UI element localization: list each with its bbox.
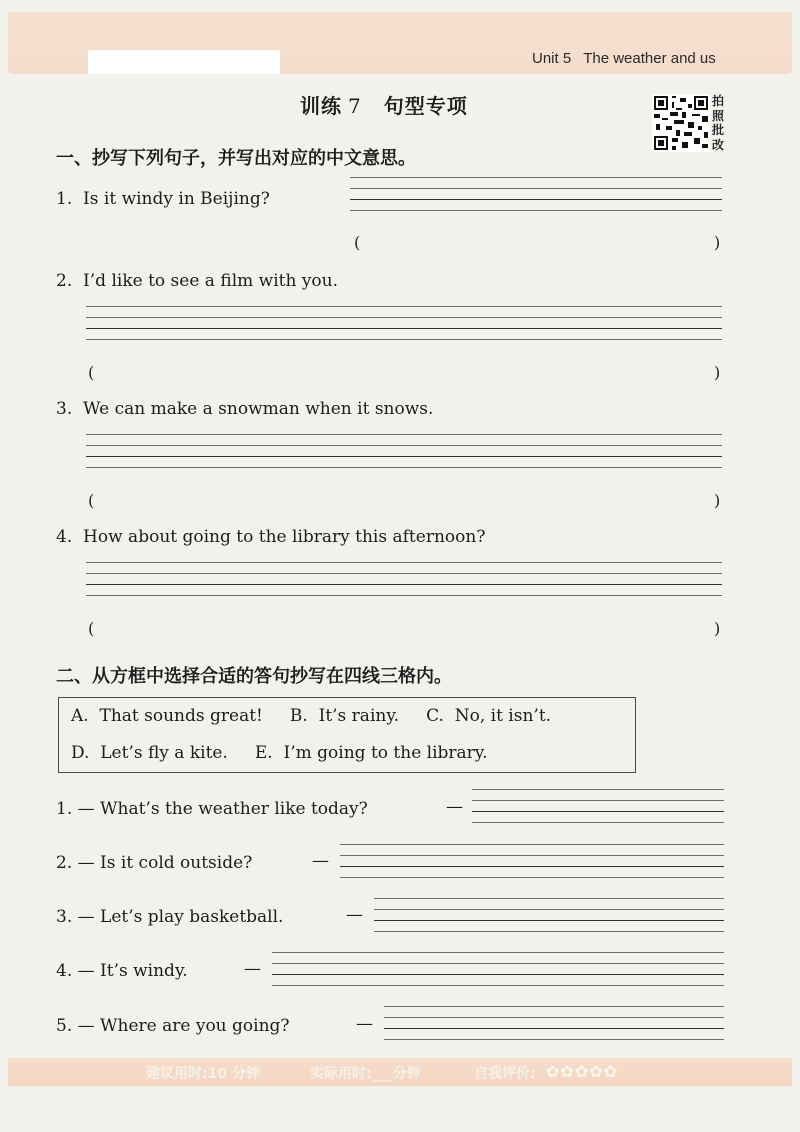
answer-dash: — [356, 1014, 373, 1034]
self-eval-label: 自我评价: [474, 1066, 536, 1082]
qr-caption-char: 照 [712, 108, 725, 123]
qr-caption-char: 拍 [712, 94, 725, 108]
item-text: — Where are you going? [77, 1016, 290, 1036]
section2-item-2 [56, 853, 252, 873]
page-title [300, 90, 468, 119]
choices-line-1: A. That sounds great! B. It’s rainy. C. No, it isn’t. [71, 706, 552, 726]
actual-time[interactable]: 实际用时:___分钟 [310, 1066, 421, 1082]
paren-close: ) [714, 491, 721, 510]
paren-open: ( [88, 491, 95, 510]
item-text: Is it windy in Beijing? [83, 189, 270, 209]
writing-lines[interactable] [384, 1006, 724, 1040]
item-text: — Is it cold outside? [77, 853, 253, 873]
section1-item-2 [56, 271, 338, 291]
section2-item-4 [56, 961, 188, 981]
title-name: 句型专项 [383, 94, 468, 118]
qr-code-icon[interactable] [652, 94, 710, 152]
item-text: I’d like to see a film with you. [83, 271, 339, 291]
paren-open: ( [88, 363, 95, 382]
paren-close: ) [714, 619, 721, 638]
title-prefix: 训练 [300, 94, 342, 118]
paren-close: ) [714, 233, 721, 252]
writing-lines[interactable] [86, 562, 722, 596]
title-number: 7 [348, 94, 362, 118]
section1-heading: 一、抄写下列句子，并写出对应的中文意思。 [56, 148, 416, 169]
item-label: 5. [56, 1016, 73, 1036]
item-label: 1. [56, 189, 73, 209]
writing-lines[interactable] [374, 898, 724, 932]
item-text: — Let’s play basketball. [77, 907, 284, 927]
answer-dash: — [346, 905, 363, 925]
answer-dash: — [244, 959, 261, 979]
writing-lines[interactable] [86, 306, 722, 340]
item-label: 4. [56, 961, 73, 981]
writing-lines[interactable] [272, 952, 724, 986]
section2-heading: 二、从方框中选择合适的答句抄写在四线三格内。 [56, 666, 452, 687]
unit-label [532, 50, 716, 67]
choices-line-2: D. Let’s fly a kite. E. I’m going to the library. [71, 743, 488, 763]
suggested-time: 建议用时:10 分钟 [146, 1066, 260, 1082]
item-label: 2. [56, 853, 73, 873]
item-text: We can make a snowman when it snows. [83, 399, 434, 419]
section2-item-5 [56, 1016, 290, 1036]
writing-lines[interactable] [340, 844, 724, 878]
answer-choices-box [58, 697, 636, 773]
paren-open: ( [354, 233, 361, 252]
item-text: — What’s the weather like today? [77, 799, 368, 819]
item-label: 4. [56, 527, 73, 547]
writing-lines[interactable] [86, 434, 722, 468]
qr-caption-char: 改 [712, 137, 725, 152]
qr-caption [712, 94, 728, 152]
qr-caption-char: 批 [712, 123, 725, 137]
item-text: — It’s windy. [77, 961, 188, 981]
writing-lines[interactable] [350, 177, 722, 211]
answer-dash: — [446, 797, 463, 817]
paren-open: ( [88, 619, 95, 638]
unit-title: The weather and us [583, 50, 716, 67]
section1-item-3 [56, 399, 433, 419]
self-eval-stars[interactable]: ✿✿✿✿✿ [546, 1062, 619, 1081]
writing-lines[interactable] [472, 789, 724, 823]
paren-close: ) [714, 363, 721, 382]
item-label: 3. [56, 907, 73, 927]
answer-dash: — [312, 851, 329, 871]
section2-item-1 [56, 799, 368, 819]
item-text: How about going to the library this afternoon? [83, 527, 486, 547]
unit-number: Unit 5 [532, 50, 572, 67]
item-label: 2. [56, 271, 73, 291]
item-label: 3. [56, 399, 73, 419]
section1-item-1 [56, 189, 270, 209]
item-label: 1. [56, 799, 73, 819]
redacted-area [88, 50, 280, 74]
section1-item-4 [56, 527, 485, 547]
section2-item-3 [56, 907, 283, 927]
